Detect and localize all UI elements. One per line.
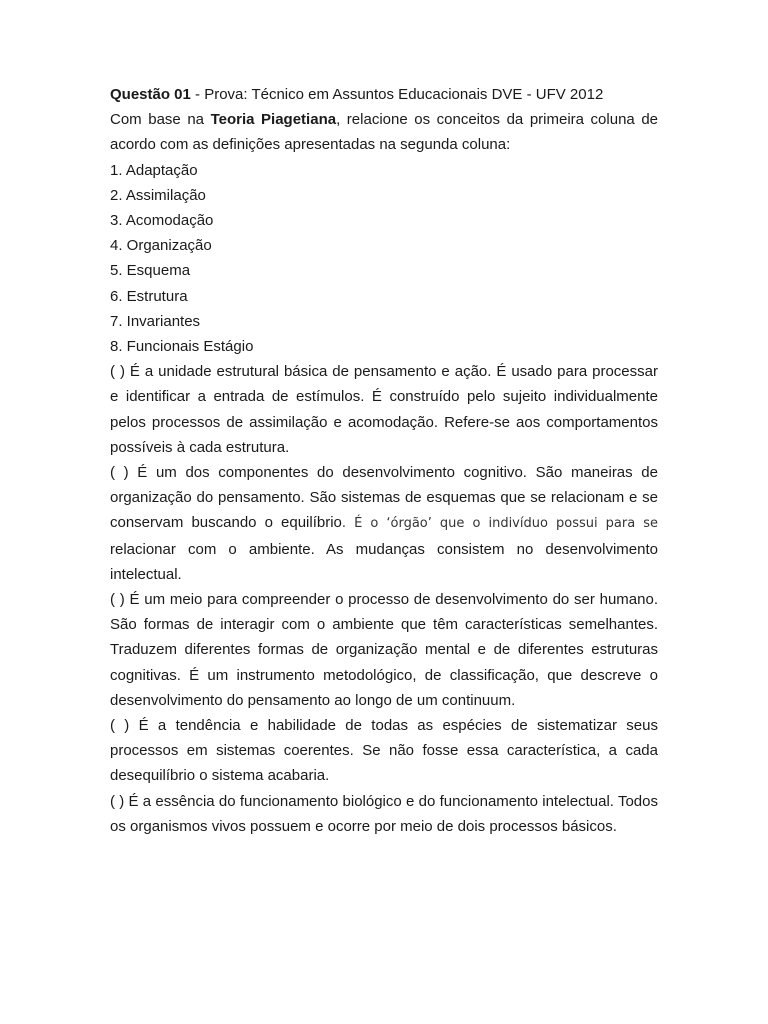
intro-theory: Teoria Piagetiana [210, 111, 337, 129]
concept-item: 6. Estrutura [110, 287, 188, 305]
question-header [110, 82, 658, 107]
document-body [110, 82, 658, 839]
concept-item: 8. Funcionais Estágio [110, 338, 254, 356]
definition-item [110, 460, 658, 587]
concept-item: 5. Esquema [110, 262, 191, 280]
definition-item: ( ) É a unidade estrutural básica de pensamento e ação. É usado para processar e identificar a entrada de estímulos. É construído pelo sujeito individualmente pelos processos de assimilação e acomodação. Refere-se aos comportamentos possíveis à cada estrutura. [110, 363, 658, 456]
question-label: Questão 01 [110, 86, 191, 103]
concept-item: 2. Assimilação [110, 186, 206, 204]
question-source: - Prova: Técnico em Assuntos Educacionais DVE - UFV 2012 [190, 86, 604, 103]
definition-tail: relacionar com o ambiente. As mudanças consistem no desenvolvimento intelectual. [110, 540, 658, 583]
definition-item: ( ) É a essência do funcionamento biológico e do funcionamento intelectual. Todos os organismos vivos possuem e ocorre por meio de dois processos básicos. [110, 792, 658, 835]
definition-text: ( ) É um dos componentes do desenvolvimento cognitivo. São maneiras de organização do pensamento. São sistemas de esquemas que se relacionam e se conservam buscando o equilíbrio [110, 464, 658, 532]
definition-alt-text: . É o ‘órgão’ que o indivíduo possui para se [341, 516, 658, 532]
concept-item: 7. Invariantes [110, 312, 201, 330]
intro-suffix: , relacione os conceitos da primeira coluna de acordo com as definições apresentadas na segunda coluna: [110, 111, 659, 154]
definition-item: ( ) É a tendência e habilidade de todas as espécies de sistematizar seus processos em sistemas coerentes. Se não fosse essa característica, a cada desequilíbrio o sistema acabaria. [110, 717, 658, 785]
question-intro [110, 107, 658, 157]
concept-item: 4. Organização [110, 237, 212, 255]
definition-item: ( ) É um meio para compreender o processo de desenvolvimento do ser humano. São formas de interagir com o ambiente que têm características semelhantes. Traduzem diferentes formas de organização mental e de diferentes estruturas cognitivas. É um instrumento metodológico, de classificação, que descreve o desenvolvimento do pensamento ao longo de um continuum. [110, 591, 658, 709]
concept-item: 3. Acomodação [110, 212, 214, 230]
concept-item: 1. Adaptação [110, 161, 198, 179]
intro-prefix: Com base na [110, 111, 211, 129]
